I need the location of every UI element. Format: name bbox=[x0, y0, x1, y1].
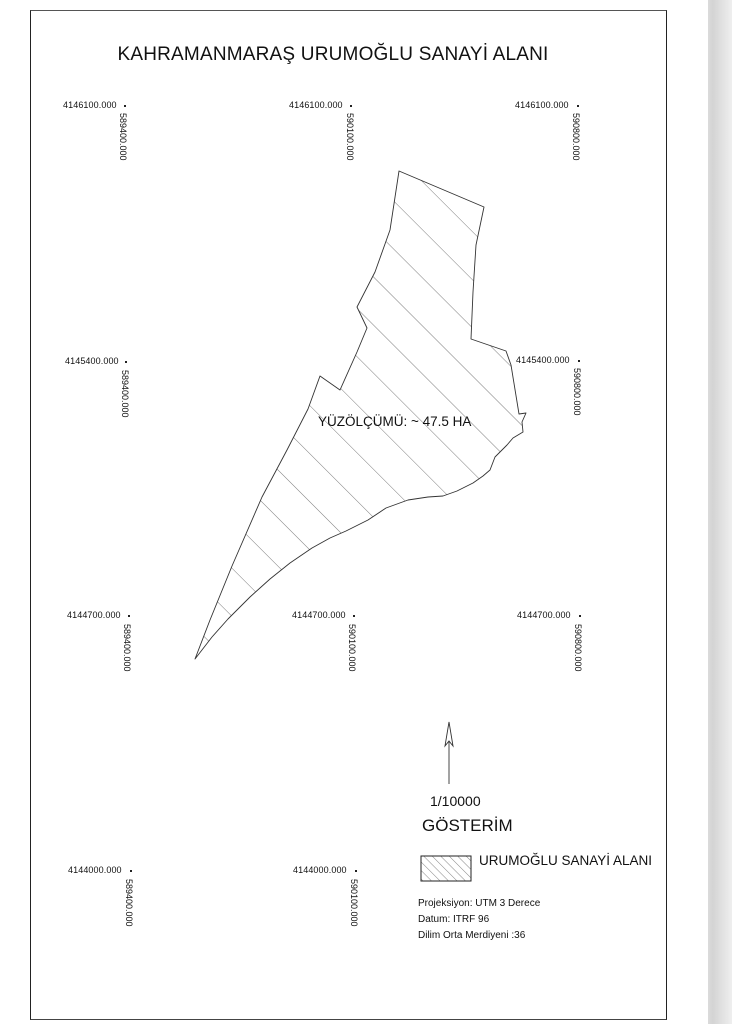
grid-northing-label: 4146100.000 bbox=[289, 100, 343, 110]
legend-hatch-swatch bbox=[421, 856, 471, 881]
grid-easting-label: 590100.000 bbox=[345, 113, 355, 161]
grid-easting-label: 589400.000 bbox=[118, 113, 128, 161]
scale-label: 1/10000 bbox=[430, 793, 481, 809]
legend-item-label: URUMOĞLU SANAYİ ALANI bbox=[479, 853, 653, 868]
grid-northing-label: 4144700.000 bbox=[67, 610, 121, 620]
area-label: YÜZÖLÇÜMÜ: ~ 47.5 HA bbox=[318, 414, 472, 429]
projection-info: Projeksiyon: UTM 3 Derece bbox=[418, 898, 541, 909]
map-title: KAHRAMANMARAŞ URUMOĞLU SANAYİ ALANI bbox=[117, 44, 549, 65]
grid-easting-label: 590800.000 bbox=[572, 368, 582, 416]
datum-info: Datum: ITRF 96 bbox=[418, 914, 490, 925]
grid-northing-label: 4145400.000 bbox=[65, 356, 119, 366]
north-arrow-icon bbox=[445, 722, 453, 784]
grid-northing-label: 4144000.000 bbox=[68, 865, 122, 875]
grid-easting-label: 590800.000 bbox=[573, 624, 583, 672]
grid-northing-label: 4145400.000 bbox=[516, 355, 570, 365]
grid-northing-label: 4144700.000 bbox=[517, 610, 571, 620]
legend-heading: GÖSTERİM bbox=[422, 816, 513, 835]
grid-easting-label: 589400.000 bbox=[120, 370, 130, 418]
grid-northing-label: 4144000.000 bbox=[293, 865, 347, 875]
grid-easting-label: 589400.000 bbox=[122, 624, 132, 672]
meridian-info: Dilim Orta Merdiyeni :36 bbox=[418, 930, 526, 941]
grid-northing-label: 4144700.000 bbox=[292, 610, 346, 620]
grid-easting-label: 589400.000 bbox=[124, 879, 134, 927]
grid-northing-label: 4146100.000 bbox=[515, 100, 569, 110]
grid-easting-label: 590100.000 bbox=[349, 879, 359, 927]
grid-easting-label: 590800.000 bbox=[571, 113, 581, 161]
grid-northing-label: 4146100.000 bbox=[63, 100, 117, 110]
grid-easting-label: 590100.000 bbox=[347, 624, 357, 672]
